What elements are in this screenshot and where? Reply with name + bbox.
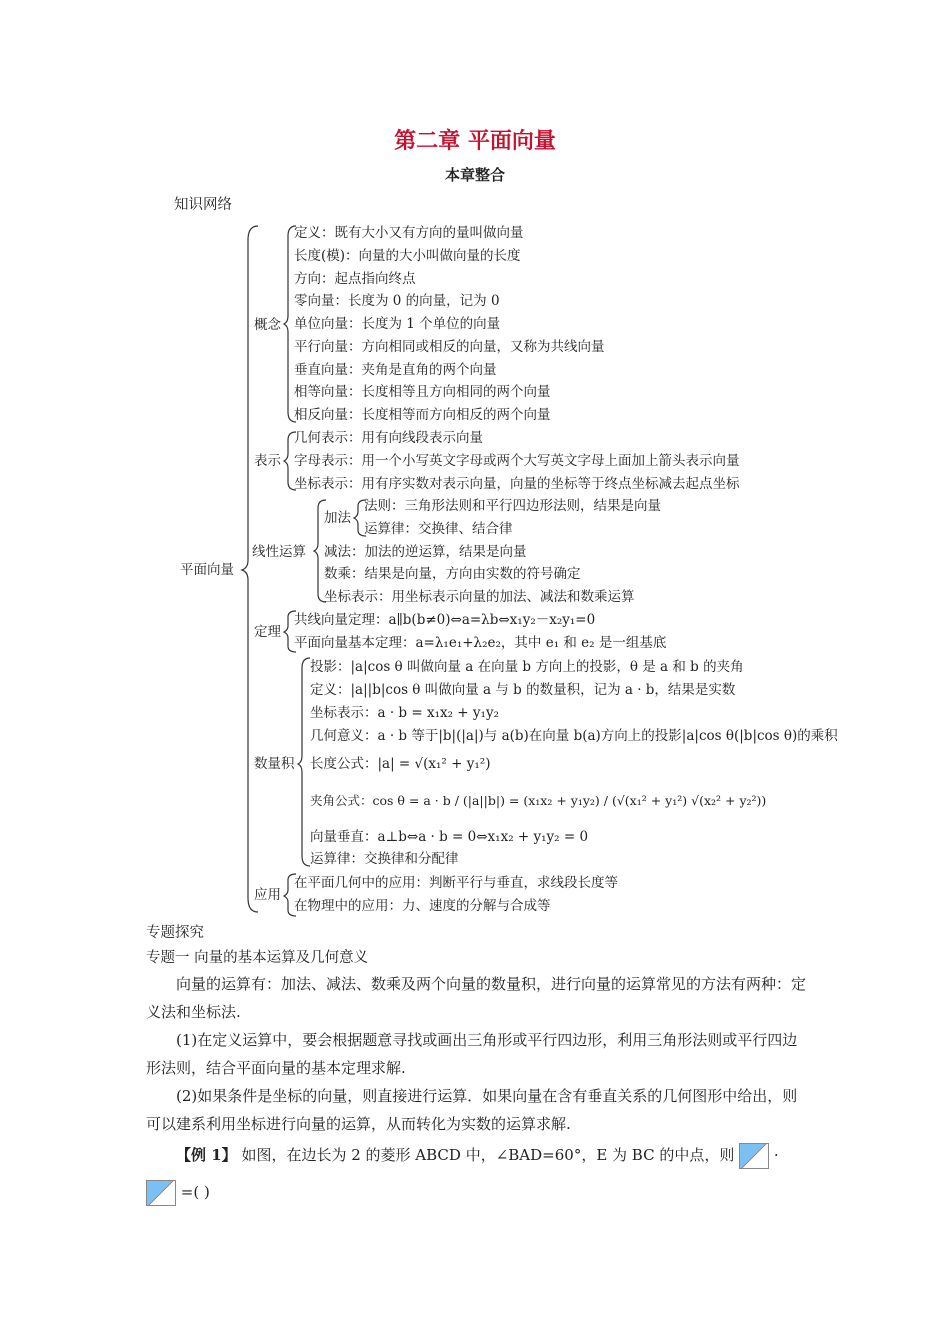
group-representation-label: 表示 [254, 453, 281, 469]
dot-item: 坐标表示：a · b = x₁x₂ + y₁y₂ [310, 705, 499, 721]
representation-item: 几何表示：用有向线段表示向量 [294, 430, 483, 446]
linear-item: 减法：加法的逆运算，结果是向量 [324, 544, 527, 560]
example-text: 如图，在边长为 2 的菱形 ABCD 中，∠BAD=60°，E 为 BC 的中点，则 [241, 1146, 735, 1164]
application-item: 在平面几何中的应用：判断平行与垂直，求线段长度等 [294, 875, 618, 891]
concept-item: 单位向量：长度为 1 个单位的向量 [294, 316, 501, 332]
vector-image-icon [739, 1143, 769, 1169]
dot-brace [298, 658, 310, 866]
page-title: 第二章 平面向量 [394, 129, 556, 154]
concept-item: 方向：起点指向终点 [294, 271, 416, 287]
group-application-label: 应用 [254, 887, 281, 903]
vector-image-icon [146, 1180, 176, 1206]
group-concept-label: 概念 [254, 317, 281, 333]
concept-item: 相反向量：长度相等而方向相反的两个向量 [294, 407, 551, 423]
representation-item: 字母表示：用一个小写英文字母或两个大写英文字母上面加上箭头表示向量 [294, 453, 740, 469]
example-dot: · [773, 1146, 779, 1164]
representation-item: 坐标表示：用有序实数对表示向量，向量的坐标等于终点坐标减去起点坐标 [294, 476, 740, 492]
group-dot-label: 数量积 [254, 756, 295, 772]
application-item: 在物理中的应用：力、速度的分解与合成等 [294, 898, 551, 914]
section-network: 知识网络 [174, 197, 232, 213]
dot-item: 定义：|a||b|cos θ 叫做向量 a 与 b 的数量积，记为 a · b，结果是实数 [310, 682, 736, 698]
addition-item: 法则：三角形法则和平行四边形法则，结果是向量 [364, 498, 661, 514]
dot-item: 夹角公式：cos θ = a · b / (|a||b|) = (x₁x₂ + y₁y₂) / (√(x₁² + y₁²) √(x₂² + y₂²)) [310, 793, 767, 808]
section-explore: 专题探究 [146, 925, 204, 941]
group-linear-label: 线性运算 [252, 544, 306, 560]
tree-root: 平面向量 [180, 562, 234, 578]
topic-heading: 专题一 向量的基本运算及几何意义 [146, 950, 369, 966]
theorem-item: 平面向量基本定理：a=λ₁e₁+λ₂e₂，其中 e₁ 和 e₂ 是一组基底 [294, 635, 667, 651]
concept-item: 定义：既有大小又有方向的量叫做向量 [294, 225, 524, 241]
dot-item: 几何意义：a · b 等于|b|(|a|)与 a(b)在向量 b(a)方向上的投影|a|cos θ(|b|cos θ)的乘积 [310, 728, 838, 744]
group-theorem-label: 定理 [254, 624, 281, 640]
dot-item: 向量垂直：a⊥b⇔a · b = 0⇔x₁x₂ + y₁y₂ = 0 [310, 829, 589, 845]
concept-item: 长度(模)：向量的大小叫做向量的长度 [294, 248, 521, 264]
dot-item: 运算律：交换律和分配律 [310, 851, 459, 867]
paragraph: (1)在定义运算中，要会根据题意寻找或画出三角形或平行四边形，利用三角形法则或平行四边形法则，结合平面向量的基本定理求解. [146, 1031, 798, 1077]
addition-label: 加法 [324, 510, 351, 526]
linear-item: 数乘：结果是向量，方向由实数的符号确定 [324, 566, 581, 582]
paragraph: (2)如果条件是坐标的向量，则直接进行运算．如果向量在含有垂直关系的几何图形中给出，则可以建系利用坐标进行向量的运算，从而转化为实数的运算求解. [146, 1087, 798, 1133]
concept-item: 相等向量：长度相等且方向相同的两个向量 [294, 384, 551, 400]
page-subtitle: 本章整合 [444, 166, 505, 184]
example-tag: 【例 1】 [176, 1146, 237, 1164]
example-tail: =( ) [180, 1183, 210, 1201]
concept-item: 零向量：长度为 0 的向量，记为 0 [294, 293, 500, 309]
theorem-item: 共线向量定理：a∥b(b≠0)⇔a=λb⇔x₁y₂－x₂y₁=0 [294, 612, 596, 628]
dot-item: 投影：|a|cos θ 叫做向量 a 在向量 b 方向上的投影，θ 是 a 和 b 的夹角 [310, 659, 744, 675]
concept-item: 平行向量：方向相同或相反的向量，又称为共线向量 [294, 339, 605, 355]
concept-item: 垂直向量：夹角是直角的两个向量 [294, 362, 497, 378]
addition-item: 运算律：交换律、结合律 [364, 521, 513, 537]
example-line2 [146, 1178, 210, 1206]
example-block [146, 1141, 816, 1169]
dot-item: 长度公式：|a| = √(x₁² + y₁²) [310, 756, 491, 772]
paragraph: 向量的运算有：加法、减法、数乘及两个向量的数量积，进行向量的运算常见的方法有两种：定义法和坐标法. [146, 975, 807, 1021]
linear-item: 坐标表示：用坐标表示向量的加法、减法和数乘运算 [324, 589, 635, 605]
